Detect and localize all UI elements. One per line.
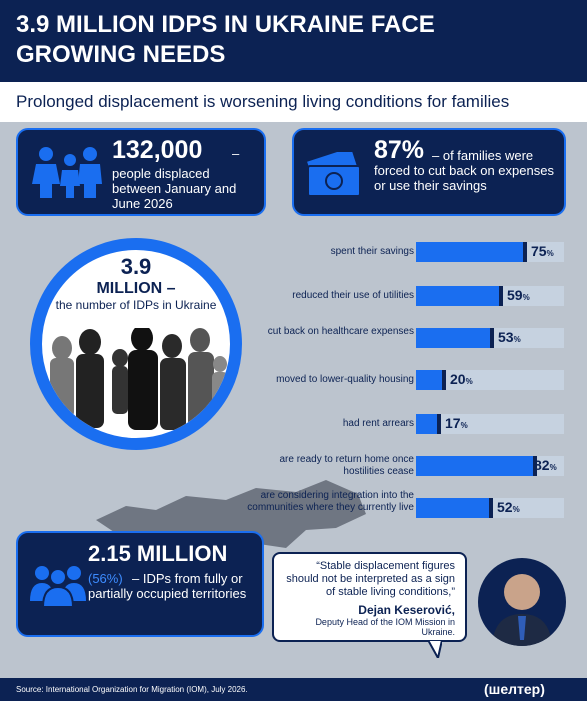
circle-unit: MILLION – bbox=[96, 280, 176, 297]
bar-fill bbox=[416, 242, 527, 262]
bar-value: 82% bbox=[534, 457, 557, 473]
speaker-photo bbox=[478, 558, 566, 646]
families-card bbox=[292, 128, 566, 216]
bar-label: reduced their use of utilities bbox=[292, 290, 414, 301]
bar-value: 59% bbox=[507, 287, 530, 303]
bar-label: cut back on healthcare expenses bbox=[267, 326, 414, 337]
bar-label: moved to lower-quality housing bbox=[276, 374, 414, 385]
bar-track bbox=[416, 498, 564, 518]
crowd-silhouette-image bbox=[42, 328, 230, 438]
speech-bubble-icon bbox=[428, 640, 442, 658]
bar-fill bbox=[416, 414, 441, 434]
occupied-number: 2.15 MILLION bbox=[88, 541, 228, 566]
bar-fill bbox=[416, 370, 446, 390]
families-number: 87% bbox=[374, 136, 425, 164]
displaced-text: people displaced between January and June 2026 bbox=[112, 166, 237, 211]
page-title: 3.9 MILLION IDPS IN UKRAINE FACE GROWING NEEDS bbox=[16, 11, 435, 68]
footer-source: Source: International Organization for Migration (IOM), July 2026. bbox=[16, 685, 248, 694]
person-portrait-image bbox=[478, 558, 566, 646]
bar-fill bbox=[416, 498, 493, 518]
bar-value: 20% bbox=[450, 371, 473, 387]
displaced-number: 132,000 bbox=[112, 136, 203, 164]
circle-text: the number of IDPs in Ukraine bbox=[55, 298, 217, 312]
quote-role: Deputy Head of the IOM Mission in Ukraine. bbox=[315, 617, 455, 637]
bar-label: had rent arrears bbox=[342, 418, 414, 429]
bar-track bbox=[416, 242, 564, 262]
bar-fill bbox=[416, 456, 537, 476]
displaced-dash: – bbox=[232, 146, 240, 161]
bar-track bbox=[416, 456, 564, 476]
occupied-percent: (56%) bbox=[88, 571, 123, 586]
circle-number: 3.9 bbox=[120, 254, 152, 279]
circle-text-block bbox=[42, 250, 230, 312]
bar-label: are ready to return home once hostilities cease bbox=[279, 454, 414, 477]
bar-track bbox=[416, 328, 564, 348]
bar-value: 52% bbox=[497, 499, 520, 515]
family-icon bbox=[32, 142, 102, 202]
bar-fill bbox=[416, 328, 494, 348]
bar-label: spent their savings bbox=[330, 246, 414, 257]
idps-circle bbox=[30, 238, 242, 450]
money-icon bbox=[306, 152, 362, 198]
bar-track bbox=[416, 286, 564, 306]
bar-value: 75% bbox=[531, 243, 554, 259]
people-group-icon bbox=[30, 563, 86, 607]
displaced-card bbox=[16, 128, 266, 216]
bar-track bbox=[416, 414, 564, 434]
quote-text: “Stable displacement figures should not be interpreted as a sign of stable living conditions,” bbox=[286, 560, 455, 598]
occupied-text: – IDPs from fully or partially occupied territories bbox=[88, 571, 247, 601]
families-text: – of families were forced to cut back on expenses or use their savings bbox=[374, 148, 554, 193]
footer-logo: (шелтер) bbox=[484, 681, 545, 697]
bar-track bbox=[416, 370, 564, 390]
bar-value: 17% bbox=[445, 415, 468, 431]
bar-value: 53% bbox=[498, 329, 521, 345]
quote-name: Dejan Keserović, bbox=[358, 603, 455, 617]
bar-fill bbox=[416, 286, 503, 306]
bar-label: are considering integration into the communities where they currently live bbox=[247, 490, 414, 513]
quote-box bbox=[272, 552, 467, 642]
occupied-card bbox=[16, 531, 264, 637]
page-subtitle: Prolonged displacement is worsening living conditions for families bbox=[16, 92, 510, 111]
